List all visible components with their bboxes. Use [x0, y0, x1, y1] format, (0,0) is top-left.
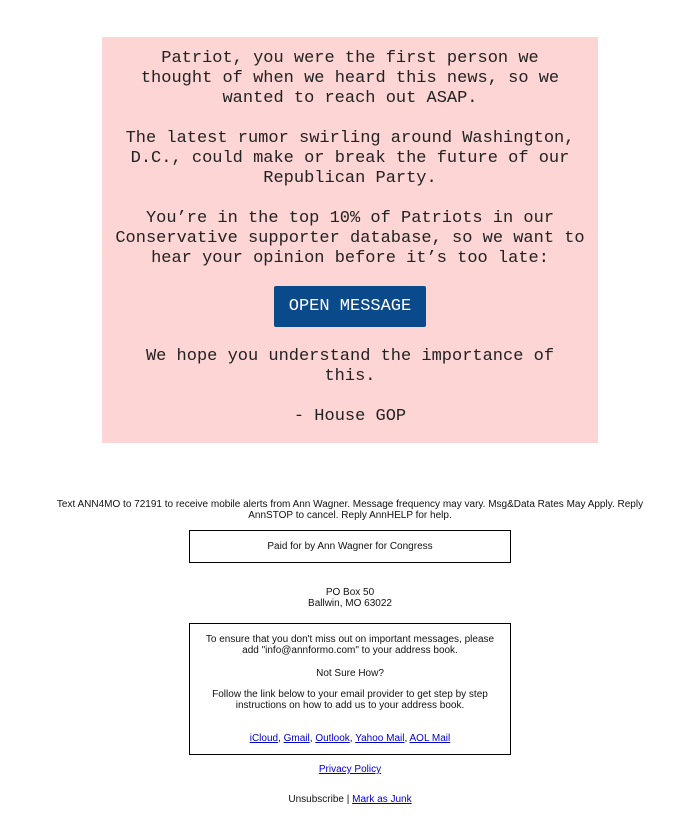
separator: | [343, 794, 353, 805]
address-line-2: Ballwin, MO 63022 [308, 598, 392, 609]
mailing-address [250, 587, 450, 609]
privacy-policy-link[interactable]: Privacy Policy [318, 764, 382, 775]
message-box [102, 37, 598, 443]
mark-as-junk-link[interactable]: Mark as Junk [352, 794, 412, 805]
message-importance: We hope you understand the importance of this. [145, 347, 555, 386]
paid-for-disclaimer: Paid for by Ann Wagner for Congress [189, 530, 511, 563]
message-intro: Patriot, you were the first person we thought of when we heard this news, so we wanted to reach out ASAP. [140, 49, 560, 108]
unsubscribe-row [200, 794, 500, 805]
open-message-button[interactable]: OPEN MESSAGE [274, 286, 426, 327]
aol-mail-link[interactable]: AOL Mail [409, 733, 451, 744]
yahoo-mail-link[interactable]: Yahoo Mail [355, 733, 405, 744]
follow-text: Follow the link below to your email provider to get step by step instructions on how to add us to your address book. [212, 689, 488, 711]
gmail-link[interactable]: Gmail [283, 733, 310, 744]
provider-links: iCloud, Gmail, Outlook, Yahoo Mail, AOL Mail [249, 733, 451, 744]
icloud-link[interactable]: iCloud [249, 733, 279, 744]
privacy-policy-row [250, 764, 450, 775]
message-rumor: The latest rumor swirling around Washington, D.C., could make or break the future of our Republican Party. [125, 129, 575, 188]
message-opinion: You’re in the top 10% of Patriots in our Conservative supporter database, so we want to hear your opinion before it’s too late: [115, 209, 585, 268]
address-book-box [189, 623, 511, 755]
sms-notice: Text ANN4MO to 72191 to receive mobile alerts from Ann Wagner. Message frequency may vary. Msg&Data Rates May Apply. Reply AnnSTOP to cancel. Reply AnnHELP for help. [56, 499, 644, 521]
not-sure-heading: Not Sure How? [316, 668, 384, 679]
message-signature: - House GOP [293, 407, 407, 426]
outlook-link[interactable]: Outlook [315, 733, 350, 744]
ensure-text: To ensure that you don't miss out on important messages, please add "info@annformo.com" to your address book. [205, 634, 495, 656]
unsubscribe-text[interactable]: Unsubscribe [288, 794, 344, 805]
address-line-1: PO Box 50 [325, 587, 375, 598]
